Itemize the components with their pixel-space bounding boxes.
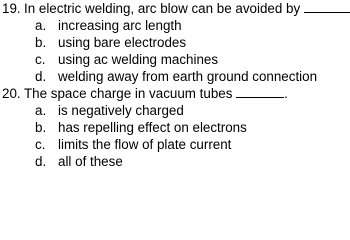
choice-letter: d. [35,154,47,169]
question-text: The space charge in vacuum tubes [24,86,233,101]
question-text: In electric welding, arc blow can be avoided by [24,1,301,16]
question-number: 20. [2,86,21,101]
choice-text: all of these [58,154,123,169]
choice-b [0,119,350,136]
choice-text: is negatively charged [58,103,184,118]
question-stem [0,0,350,17]
choice-text: has repelling effect on electrons [58,120,247,135]
question-number: 19. [2,1,21,16]
choice-letter: c. [35,137,46,152]
question-end-punctuation: . [284,86,288,101]
choice-text: using ac welding machines [58,52,219,67]
choice-text: increasing arc length [58,18,182,33]
choice-letter: d. [35,69,47,84]
choice-c [0,51,350,68]
answer-blank [304,0,350,13]
choice-letter: c. [35,52,46,67]
choice-c [0,136,350,153]
choice-d [0,68,350,85]
choice-a [0,102,350,119]
choice-letter: b. [35,120,47,135]
choice-letter: a. [35,103,47,118]
choice-letter: a. [35,18,47,33]
choice-letter: b. [35,35,47,50]
choice-d [0,153,350,170]
question-19 [0,0,350,85]
choice-text: welding away from earth ground connection [58,69,318,84]
answer-blank [236,85,284,98]
question-20 [0,85,350,170]
choice-text: using bare electrodes [58,35,187,50]
choice-b [0,34,350,51]
choice-text: limits the flow of plate current [58,137,232,152]
choice-a [0,17,350,34]
question-stem [0,85,350,102]
